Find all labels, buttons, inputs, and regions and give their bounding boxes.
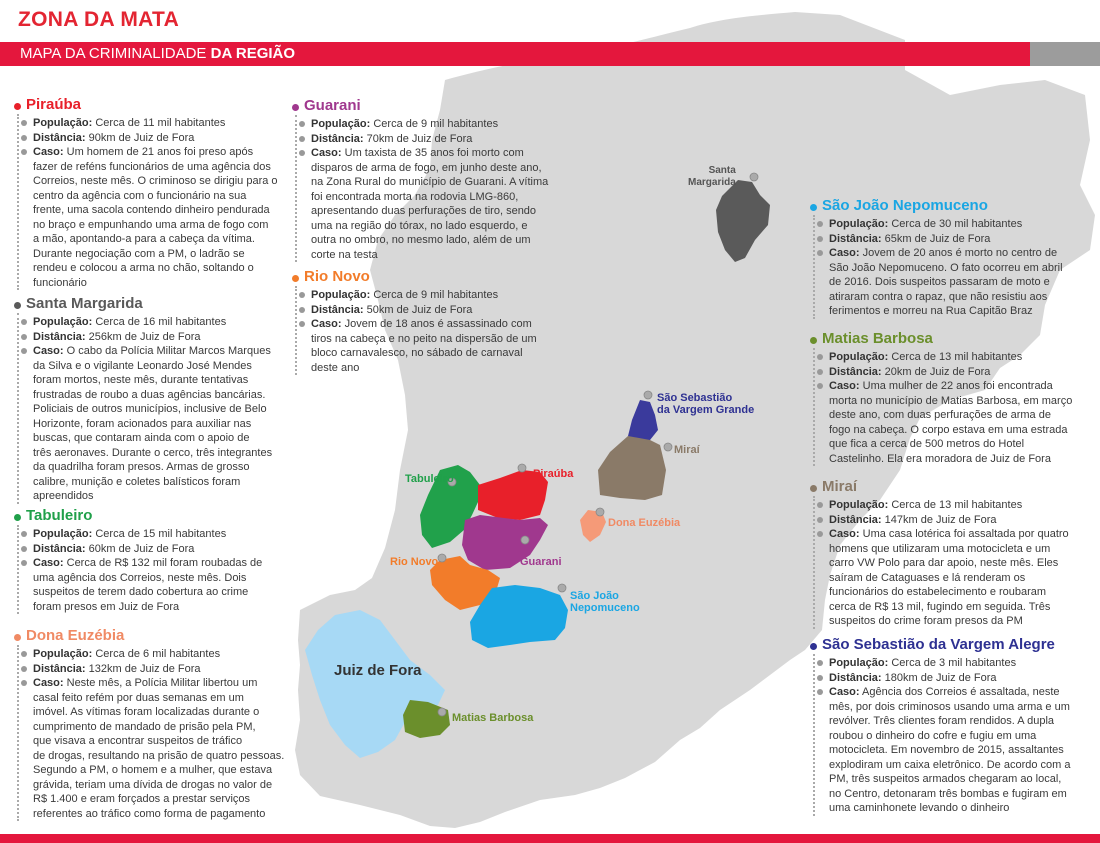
caso-row: Caso: Neste mês, a Polícia Militar libertou um <box>33 676 304 691</box>
city-name: Miraí <box>810 478 1095 496</box>
map-label-pirauba: Piraúba <box>533 468 574 480</box>
city-details: População: Cerca de 15 mil habitantes Distância: 60km de Juiz de Fora Caso: Cerca de R$ 132 mil foram roubadas de uma agência dos Correios, neste mês. Dois suspeitos de terem dado cobertura ao crime foram presos em Juiz de Fora <box>17 525 289 614</box>
caso-row: Caso: O cabo da Polícia Militar Marcos Marques <box>33 344 294 359</box>
city-name: São João Nepomuceno <box>810 197 1095 215</box>
city-details: População: Cerca de 30 mil habitantes Distância: 65km de Juiz de Fora Caso: Jovem de 20 anos é morto no centro de São João Nepomuceno. O fato ocorreu em abril de 2016. Dois suspeitos passaram de moto e atiraram contra o rapaz, que não resistiu aos ferimentos e morreu na Rua Capitão Braz <box>813 215 1095 319</box>
populacao-row: População: Cerca de 13 mil habitantes <box>829 350 1095 365</box>
page-title: ZONA DA MATA <box>18 8 180 31</box>
subtitle-bold: DA REGIÃO <box>210 45 296 62</box>
map-label-mirai: Miraí <box>674 444 700 456</box>
distancia-row: Distância: 90km de Juiz de Fora <box>33 131 284 146</box>
city-name: Tabuleiro <box>14 507 289 525</box>
map-label-dona-euzebia: Dona Euzébia <box>608 517 681 529</box>
city-details: População: Cerca de 9 mil habitantes Distância: 70km de Juiz de Fora Caso: Um taxista de 35 anos foi morto com disparos de arma de fogo, em junho deste ano, na Zona Rural do município de Guarani. A vítima foi encontrada morta na rodovia LMG-860, apresentando duas perfurações de tiro, sendo uma na região do tórax, no lado esquerdo, e outra no ombro, no mesmo lado, além de um corte na testa <box>295 115 562 262</box>
info-guarani <box>292 97 562 262</box>
city-name: Matias Barbosa <box>810 330 1095 348</box>
info-sao-sebastiao <box>810 636 1098 816</box>
distancia-row: Distância: 256km de Juiz de Fora <box>33 330 294 345</box>
pin-guarani <box>521 536 529 544</box>
distancia-row: Distância: 60km de Juiz de Fora <box>33 542 289 557</box>
populacao-row: População: Cerca de 6 mil habitantes <box>33 647 304 662</box>
info-rio-novo <box>292 268 562 375</box>
populacao-row: População: Cerca de 15 mil habitantes <box>33 527 289 542</box>
distancia-row: Distância: 65km de Juiz de Fora <box>829 232 1095 247</box>
caso-row: Caso: Jovem de 18 anos é assassinado com <box>311 317 562 332</box>
city-name: Dona Euzébia <box>14 627 304 645</box>
pin-santa-margarida <box>750 173 758 181</box>
map-label-tabuleiro: Tabuleiro <box>405 473 454 485</box>
map-label-rio-novo: Rio Novo <box>390 556 439 568</box>
city-name: São Sebastião da Vargem Alegre <box>810 636 1098 654</box>
populacao-row: População: Cerca de 16 mil habitantes <box>33 315 294 330</box>
caso-row: Caso: Uma casa lotérica foi assaltada por quatro <box>829 527 1095 542</box>
populacao-row: População: Cerca de 11 mil habitantes <box>33 116 284 131</box>
pin-rio-novo <box>438 554 446 562</box>
city-name: Santa Margarida <box>14 295 294 313</box>
pin-sao-joao <box>558 584 566 592</box>
footer-band <box>0 834 1100 843</box>
distancia-row: Distância: 70km de Juiz de Fora <box>311 132 562 147</box>
distancia-row: Distância: 132km de Juiz de Fora <box>33 662 304 677</box>
populacao-row: População: Cerca de 9 mil habitantes <box>311 288 562 303</box>
city-details: População: Cerca de 11 mil habitantes Distância: 90km de Juiz de Fora Caso: Um homem de 21 anos foi preso após fazer de reféns funcionários de uma agência dos Correios, neste mês. O criminoso se dirigiu para o centro da agência com o funcionário na sua frente, uma sacola contendo dinheiro pendurada no braço e empunhando uma arma de fogo com a mão, apontando-a para a cabeça da vítima. Durante negociação com a PM, o ladrão se rendeu e colocou a arma no chão, soltando o funcionário <box>17 114 284 290</box>
info-mirai <box>810 478 1095 629</box>
map-label-matias-barbosa: Matias Barbosa <box>452 712 534 724</box>
city-details: População: Cerca de 13 mil habitantes Distância: 147km de Juiz de Fora Caso: Uma casa lotérica foi assaltada por quatro homens que utilizaram uma motocicleta e um carro VW Polo para dar apoio, neste mês. Eles saíram de Cataguases e lá renderam os funcionários do estabelecimento e roubaram cerca de R$ 13 mil, fugindo em seguida. Três suspeitos do crime foram presos da PM <box>813 496 1095 629</box>
header-band-gray <box>1030 42 1100 66</box>
pin-dona-euzebia <box>596 508 604 516</box>
info-tabuleiro <box>14 507 289 614</box>
city-details: População: Cerca de 13 mil habitantes Distância: 20km de Juiz de Fora Caso: Uma mulher de 22 anos foi encontrada morta no município de Matias Barbosa, em março deste ano, com duas perfurações de arma de fogo na cabeça. O corpo estava em uma estrada que fica a cerca de 500 metros do Hotel Castelinho. Ela era moradora de Juiz de Fora <box>813 348 1095 466</box>
pin-sao-sebastiao <box>644 391 652 399</box>
caso-row: Caso: Um taxista de 35 anos foi morto com <box>311 146 562 161</box>
populacao-row: População: Cerca de 30 mil habitantes <box>829 217 1095 232</box>
info-sao-joao-nepomuceno <box>810 197 1095 319</box>
distancia-row: Distância: 147km de Juiz de Fora <box>829 513 1095 528</box>
page-subtitle <box>20 44 295 64</box>
city-details: População: Cerca de 3 mil habitantes Distância: 180km de Juiz de Fora Caso: Agência dos Correios é assaltada, neste mês, por dois criminosos usando uma arma e um revólver. Três clientes foram rendidos. A dupla roubou o dinheiro do cofre e fugiu em uma motocicleta. Em novembro de 2015, assaltantes explodiram um caixa eletrônico. De acordo com a PM, três suspeitos armados chegaram ao local, no Centro, detonaram três bombas e fugiram em uma caminhonete levando o dinheiro <box>813 654 1098 816</box>
map-label-sao-sebastiao: São Sebastião da Vargem Grande <box>657 392 755 416</box>
pin-matias-barbosa <box>438 708 446 716</box>
caso-row: Caso: Agência dos Correios é assaltada, neste <box>829 685 1098 700</box>
map-label-sao-joao: São João Nepomuceno <box>570 590 640 614</box>
caso-row: Caso: Um homem de 21 anos foi preso após <box>33 145 284 160</box>
map-label-santa-margarida: Santa Margarida <box>688 165 736 188</box>
distancia-row: Distância: 180km de Juiz de Fora <box>829 671 1098 686</box>
distancia-row: Distância: 50km de Juiz de Fora <box>311 303 562 318</box>
distancia-row: Distância: 20km de Juiz de Fora <box>829 365 1095 380</box>
info-pirauba <box>14 96 284 290</box>
caso-row: Caso: Jovem de 20 anos é morto no centro de <box>829 246 1095 261</box>
caso-row: Caso: Uma mulher de 22 anos foi encontrada <box>829 379 1095 394</box>
city-details: População: Cerca de 6 mil habitantes Distância: 132km de Juiz de Fora Caso: Neste mês, a Polícia Militar libertou um casal feito refém por duas semanas em um imóvel. As vítimas foram localizadas durante o cumprimento de mandado de prisão pela PM, que visava a encontrar suspeitos de tráfico de drogas, resultando na prisão de quatro pessoas. Segundo a PM, o homem e a mulher, que estava grávida, teriam uma dívida de drogas no valor de R$ 1.400 e eram forçados a prestar serviços referentes ao tráfico como forma de pagamento <box>17 645 304 821</box>
caso-row: Caso: Cerca de R$ 132 mil foram roubadas de <box>33 556 289 571</box>
info-santa-margarida <box>14 295 294 504</box>
info-dona-euzebia <box>14 627 304 821</box>
city-name: Piraúba <box>14 96 284 114</box>
info-matias-barbosa <box>810 330 1095 466</box>
populacao-row: População: Cerca de 13 mil habitantes <box>829 498 1095 513</box>
populacao-row: População: Cerca de 9 mil habitantes <box>311 117 562 132</box>
city-details: População: Cerca de 16 mil habitantes Distância: 256km de Juiz de Fora Caso: O cabo da Polícia Militar Marcos Marques da Silva e o vigilante Leonardo José Mendes foram mortos, neste mês, durante tentativas frustradas de roubo a duas agências bancárias. Policiais de outros municípios, inclusive de Belo Horizonte, foram acionados para auxiliar nas buscas, que contaram ainda com o apoio de três aeronaves. Durante o cerco, três integrantes da quadrilha foram presos. Armas de grosso calibre, munição e coletes balísticos foram apreendidos <box>17 313 294 504</box>
pin-mirai <box>664 443 672 451</box>
subtitle-plain: MAPA DA CRIMINALIDADE <box>20 45 207 62</box>
pin-pirauba <box>518 464 526 472</box>
map-label-juiz-de-fora: Juiz de Fora <box>334 662 422 679</box>
city-name: Rio Novo <box>292 268 562 286</box>
city-details: População: Cerca de 9 mil habitantes Distância: 50km de Juiz de Fora Caso: Jovem de 18 anos é assassinado com tiros na cabeça e no peito na dispersão de um bloco carnavalesco, no sábado de carnaval deste ano <box>295 286 562 375</box>
populacao-row: População: Cerca de 3 mil habitantes <box>829 656 1098 671</box>
city-name: Guarani <box>292 97 562 115</box>
map-label-guarani: Guarani <box>520 556 562 568</box>
